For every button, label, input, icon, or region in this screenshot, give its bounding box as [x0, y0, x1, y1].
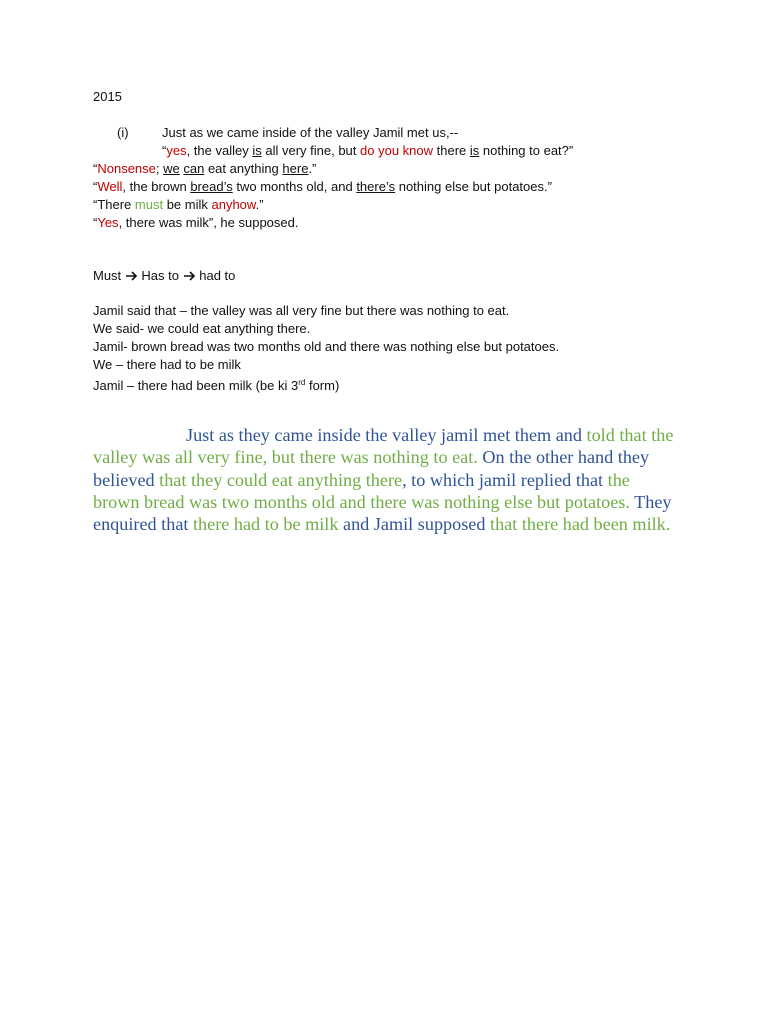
word-breads: bread’s	[190, 179, 233, 194]
word-can: can	[183, 161, 205, 176]
phrase-do-you-know: do you know	[360, 143, 434, 158]
modal-rule: Must Has to had to	[93, 268, 236, 283]
arrow-right-icon	[125, 270, 138, 282]
word-yes: yes	[166, 143, 187, 158]
note-line-1: Jamil said that – the valley was all very fine but there was nothing to eat.	[93, 303, 510, 318]
note-line-3: Jamil- brown bread was two months old and there was nothing else but potatoes.	[93, 339, 560, 354]
word-is: is	[469, 143, 480, 158]
dialogue-line-5: “Yes, there was milk”, he supposed.	[93, 215, 299, 230]
note-line-5: Jamil – there had been milk (be ki 3rd form)	[93, 378, 340, 393]
dialogue-line-4: “There must be milk anyhow.”	[93, 197, 264, 212]
word-anyhow: anyhow	[211, 197, 256, 212]
word-is: is	[252, 143, 262, 158]
note-line-2: We said- we could eat anything there.	[93, 321, 311, 336]
word-well: Well	[97, 179, 123, 194]
year-heading: 2015	[93, 89, 122, 104]
arrow-right-icon	[183, 270, 196, 282]
dialogue-intro: Just as we came inside of the valley Jamil met us,--	[162, 125, 459, 140]
word-here: here	[282, 161, 309, 176]
dialogue-line-3: “Well, the brown bread’s two months old, and there’s nothing else but potatoes.”	[93, 179, 552, 194]
word-must: must	[134, 197, 164, 212]
word-theres: there’s	[356, 179, 396, 194]
dialogue-line-2: “Nonsense; we can eat anything here.”	[93, 161, 317, 176]
indirect-speech-answer: Just as they came inside the valley jamil met them and told that the valley was all very fine, but there was nothing to eat. On the other hand they believed that they could eat anything there, to which jamil replied that the brown bread was two months old and there was nothing else but potatoes. They enquired that there had to be milk and Jamil supposed that there had been milk.	[93, 425, 674, 535]
dialogue-line-1: “yes, the valley is all very fine, but do you know there is nothing to eat?”	[162, 143, 574, 158]
note-line-4: We – there had to be milk	[93, 357, 241, 372]
word-nonsense: Nonsense	[97, 161, 156, 176]
word-we: we	[163, 161, 180, 176]
word-yes: Yes	[97, 215, 119, 230]
item-numeral: (i)	[117, 125, 129, 140]
